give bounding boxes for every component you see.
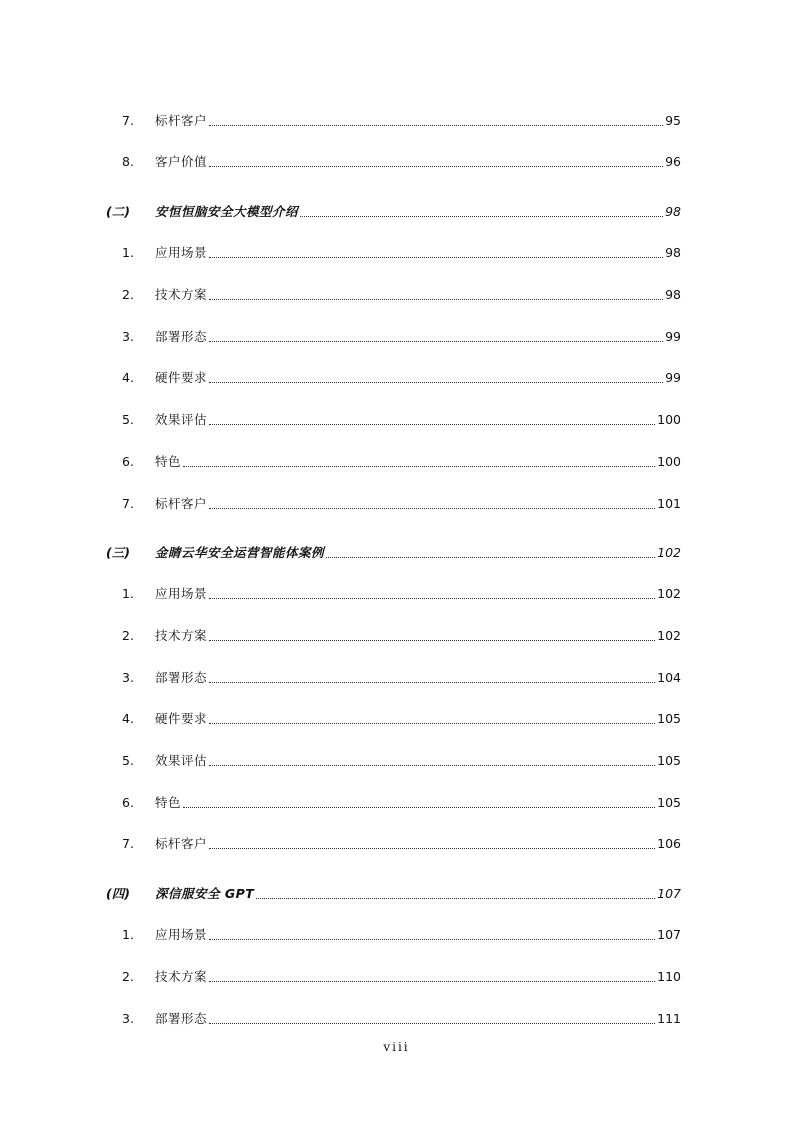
toc-entry[interactable] <box>0 239 793 261</box>
toc-entry-number: 3. <box>122 329 134 344</box>
toc-entry-number: (三) <box>106 545 130 560</box>
toc-entry-title: 客户价值 <box>155 154 208 169</box>
toc-entry-page: 96 <box>665 154 681 169</box>
toc-entry-page: 107 <box>657 927 681 942</box>
toc-leader-dots <box>209 124 663 126</box>
toc-entry-title: 特色 <box>155 454 182 469</box>
toc-entry-number: 2. <box>122 628 134 643</box>
toc-leader-dots <box>183 806 655 808</box>
toc-entry-title: 部署形态 <box>155 670 208 685</box>
toc-entry-page: 106 <box>657 836 681 851</box>
toc-leader-dots <box>300 215 663 217</box>
toc-entry-page: 102 <box>657 545 681 560</box>
toc-entry-line <box>155 496 681 512</box>
toc-entry[interactable] <box>0 448 793 470</box>
toc-entry-number: 1. <box>122 586 134 601</box>
toc-entry[interactable] <box>0 664 793 686</box>
toc-entry-page: 107 <box>657 886 681 901</box>
toc-entry-number: (二) <box>106 204 130 219</box>
toc-leader-dots <box>209 980 655 982</box>
toc-entry-title: 深信服安全 GPT <box>155 886 255 901</box>
toc-leader-dots <box>209 256 663 258</box>
toc-entry-number: 1. <box>122 927 134 942</box>
toc-entry-page: 110 <box>657 969 681 984</box>
toc-leader-dots <box>326 556 655 558</box>
toc-entry-number: (四) <box>106 886 130 901</box>
toc-entry-title: 应用场景 <box>155 927 208 942</box>
toc-leader-dots <box>209 507 655 509</box>
toc-leader-dots <box>209 764 655 766</box>
toc-entry[interactable] <box>0 921 793 943</box>
toc-entry-page: 99 <box>665 329 681 344</box>
toc-entry-number: 4. <box>122 711 134 726</box>
toc-entry[interactable] <box>0 107 793 129</box>
toc-entry-number: 4. <box>122 370 134 385</box>
toc-entry-line <box>155 586 681 602</box>
toc-entry-page: 105 <box>657 795 681 810</box>
toc-leader-dots <box>209 340 663 342</box>
toc-entry-title: 效果评估 <box>155 753 208 768</box>
toc-entry-number: 6. <box>122 795 134 810</box>
toc-entry-page: 104 <box>657 670 681 685</box>
toc-leader-dots <box>209 423 655 425</box>
toc-leader-dots <box>209 1022 655 1024</box>
toc-entry-title: 安恒恒脑安全大模型介绍 <box>155 204 299 219</box>
toc-entry-line <box>155 113 681 129</box>
toc-leader-dots <box>209 298 663 300</box>
toc-entry-line <box>155 454 681 470</box>
toc-entry-title: 技术方案 <box>155 287 208 302</box>
toc-leader-dots <box>209 938 655 940</box>
toc-entry[interactable] <box>0 963 793 985</box>
toc-entry-number: 5. <box>122 412 134 427</box>
toc-entry[interactable] <box>0 747 793 769</box>
toc-entry-line <box>155 836 681 852</box>
toc-section-entry[interactable] <box>0 539 793 561</box>
toc-entry[interactable] <box>0 705 793 727</box>
toc-entry-number: 8. <box>122 154 134 169</box>
toc-entry[interactable] <box>0 580 793 602</box>
toc-entry-number: 3. <box>122 1011 134 1026</box>
toc-leader-dots <box>209 597 655 599</box>
toc-entry[interactable] <box>0 1005 793 1027</box>
page-number: viii <box>383 1040 410 1054</box>
toc-entry-line <box>155 245 681 261</box>
toc-entry-title: 标杆客户 <box>155 113 208 128</box>
toc-entry-page: 105 <box>657 753 681 768</box>
toc-entry-page: 98 <box>665 287 681 302</box>
toc-entry[interactable] <box>0 622 793 644</box>
toc-entry-page: 100 <box>657 454 681 469</box>
toc-entry-page: 105 <box>657 711 681 726</box>
toc-entry-page: 101 <box>657 496 681 511</box>
toc-entry-line <box>155 1011 681 1027</box>
toc-entry-page: 95 <box>665 113 681 128</box>
toc-entry[interactable] <box>0 364 793 386</box>
toc-entry-page: 99 <box>665 370 681 385</box>
toc-entry-title: 应用场景 <box>155 586 208 601</box>
toc-entry-title: 硬件要求 <box>155 711 208 726</box>
toc-entry-line <box>155 545 681 561</box>
toc-entry-number: 5. <box>122 753 134 768</box>
toc-entry-number: 7. <box>122 113 134 128</box>
toc-leader-dots <box>256 897 655 899</box>
toc-entry-line <box>155 204 681 220</box>
toc-entry-number: 6. <box>122 454 134 469</box>
toc-leader-dots <box>209 847 655 849</box>
toc-entry-page: 98 <box>665 245 681 260</box>
toc-entry-title: 应用场景 <box>155 245 208 260</box>
toc-leader-dots <box>209 381 663 383</box>
toc-entry-title: 部署形态 <box>155 329 208 344</box>
toc-section-entry[interactable] <box>0 880 793 902</box>
toc-entry-number: 2. <box>122 969 134 984</box>
toc-leader-dots <box>209 165 663 167</box>
toc-entry-page: 102 <box>657 586 681 601</box>
toc-entry[interactable] <box>0 281 793 303</box>
toc-entry-line <box>155 412 681 428</box>
toc-entry-title: 特色 <box>155 795 182 810</box>
toc-entry-line <box>155 795 681 811</box>
toc-entry-title: 硬件要求 <box>155 370 208 385</box>
toc-entry-number: 7. <box>122 496 134 511</box>
toc-entry-number: 3. <box>122 670 134 685</box>
toc-entry-number: 7. <box>122 836 134 851</box>
toc-entry-page: 100 <box>657 412 681 427</box>
toc-entry-line <box>155 670 681 686</box>
toc-entry-line <box>155 753 681 769</box>
toc-leader-dots <box>209 722 655 724</box>
toc-entry-page: 111 <box>657 1011 681 1026</box>
toc-entry[interactable] <box>0 406 793 428</box>
toc-leader-dots <box>183 465 655 467</box>
toc-entry-line <box>155 927 681 943</box>
toc-entry[interactable] <box>0 323 793 345</box>
toc-entry-line <box>155 287 681 303</box>
toc-entry-line <box>155 711 681 727</box>
toc-entry[interactable] <box>0 148 793 170</box>
toc-entry-line <box>155 886 681 902</box>
toc-entry-title: 技术方案 <box>155 628 208 643</box>
toc-entry[interactable] <box>0 830 793 852</box>
toc-entry-line <box>155 969 681 985</box>
toc-entry-number: 1. <box>122 245 134 260</box>
toc-entry-page: 102 <box>657 628 681 643</box>
toc-entry-title: 金睛云华安全运营智能体案例 <box>155 545 325 560</box>
toc-entry-title: 部署形态 <box>155 1011 208 1026</box>
toc-entry-title: 技术方案 <box>155 969 208 984</box>
toc-leader-dots <box>209 639 655 641</box>
toc-entry[interactable] <box>0 789 793 811</box>
toc-section-entry[interactable] <box>0 198 793 220</box>
toc-leader-dots <box>209 681 655 683</box>
toc-entry-title: 效果评估 <box>155 412 208 427</box>
toc-entry-line <box>155 628 681 644</box>
toc-entry[interactable] <box>0 490 793 512</box>
toc-entry-page: 98 <box>665 204 681 219</box>
toc-entry-line <box>155 329 681 345</box>
toc-entry-title: 标杆客户 <box>155 836 208 851</box>
toc-entry-title: 标杆客户 <box>155 496 208 511</box>
toc-entry-line <box>155 154 681 170</box>
toc-entry-line <box>155 370 681 386</box>
toc-entry-number: 2. <box>122 287 134 302</box>
